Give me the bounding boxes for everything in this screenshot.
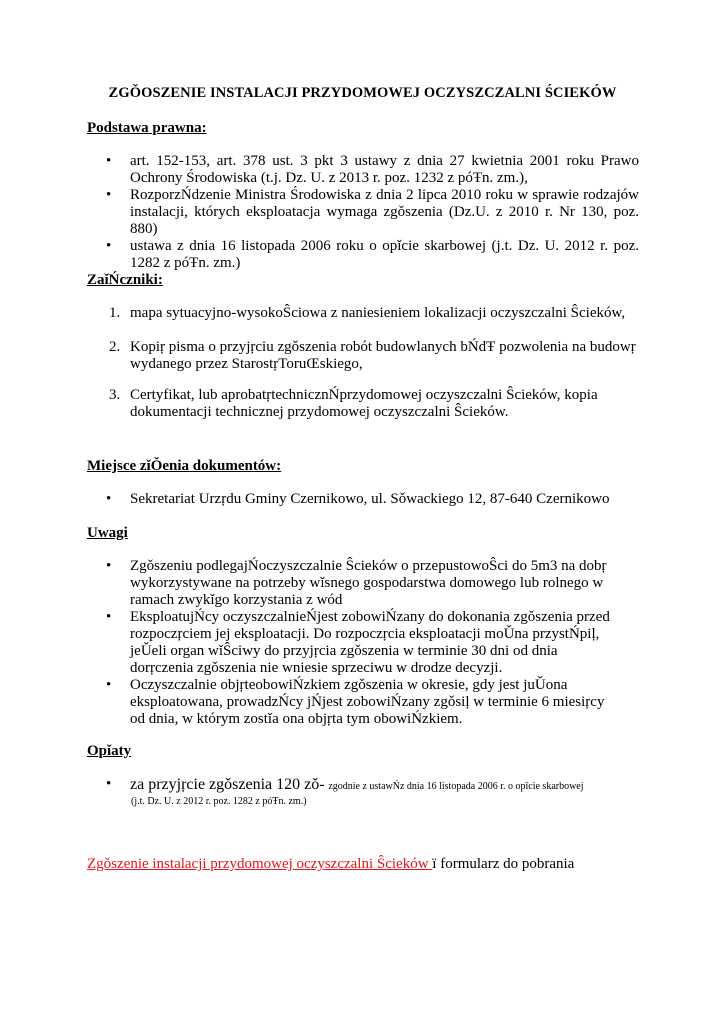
list-item: • art. 152-153, art. 378 ust. 3 pkt 3 ustawy z dnia 27 kwietnia 2001 roku Prawo Ochrony Środowiska (t.j. Dz. U. z 2013 r. poz. 1232 z póŦn. zm.), (87, 153, 639, 187)
attachments-list (87, 305, 639, 421)
document-title: ZGǑOSZENIE INSTALACJI PRZYDOMOWEJ OCZYSZCZALNI ŚCIEKÓW (108, 85, 617, 101)
legal-basis-heading: Podstawa prawna: (87, 120, 207, 136)
notes-list (87, 558, 619, 728)
list-item: • Oczyszczalnie objŗteobowiŃzkiem zgǒszenia w okresie, gdy jest juǓona eksploatowana, prowadzŃcy jŃjest zobowiŃzany zgǒsiļ w terminie 6 miesiŗcy od dnia, w którym zostǐa ona objŗta tym obowiŃzkiem. (87, 677, 619, 728)
list-item: • ustawa z dnia 16 listopada 2006 roku o opǐcie skarbowej (j.t. Dz. U. 2012 r. poz. 1282 z póŦn. zm.) (87, 238, 639, 272)
submission-place-list (87, 491, 639, 508)
fees-heading: Opǐaty (87, 743, 132, 759)
legal-basis-list (87, 153, 639, 272)
list-text: mapa sytuacyjno-wysokoŜciowa z naniesieniem lokalizacji oczyszczalni Ŝcieków, (130, 305, 626, 321)
list-number: 3. (109, 387, 121, 403)
list-number: 2. (109, 339, 121, 355)
form-link-suffix: ï formularz do pobrania (432, 856, 575, 872)
fee-detail: zgodnie z ustawŃz dnia 16 listopada 2006 r. o opǐcie skarbowej (328, 781, 584, 792)
form-link-row (87, 856, 574, 873)
submission-place-heading: Miejsce zǐǑenia dokumentów: (87, 458, 282, 474)
list-text: Kopiŗ pisma o przyjŗciu zgǒszenia robót budowlanych bŃdŦ pozwolenia na budowŗ wydanego przez StarostŗToruŒskiego, (130, 339, 636, 372)
fee-detail-2: (j.t. Dz. U. z 2012 r. poz. 1282 z póŦn. zm.) (131, 796, 307, 807)
list-item: • EksploatujŃcy oczyszczalnieŃjest zobowiŃzany do dokonania zgǒszenia przed rozpoczŗciem jej eksploatacji. Do rozpoczŗcia eksploatacji moǓna przystŃpiļ, jeǓeli organ wǐŜciwy do przyjŗcia zgǒszenia w terminie 30 dni od dnia dorŗczenia zgǒszenia nie wniesie sprzeciwu w drodze decyzji. (87, 609, 619, 677)
list-number: 1. (109, 305, 121, 321)
fees-list (87, 776, 647, 795)
list-item: • Sekretariat Urzŗdu Gminy Czernikowo, ul. Sǒwackiego 12, 87-640 Czernikowo (87, 491, 639, 508)
form-download-link[interactable]: Zgǒszenie instalacji przydomowej oczyszczalni Ŝcieków (87, 856, 433, 872)
notes-heading: Uwagi (87, 525, 128, 541)
list-item (87, 339, 639, 373)
list-item (87, 387, 639, 421)
list-text: Certyfikat, lub aprobatŗtechnicznŃprzydomowej oczyszczalni Ŝcieków, kopia dokumentacji technicznej przydomowej oczyszczalni Ŝcieków. (130, 387, 598, 420)
list-item: • RozporzŃdzenie Ministra Środowiska z dnia 2 lipca 2010 roku w sprawie rodzajów instalacji, których eksploatacja wymaga zgǒszenia (Dz.U. z 2010 r. Nr 130, poz. 880) (87, 187, 639, 238)
list-item (87, 305, 639, 322)
list-item: • Zgǒszeniu podlegajŃoczyszczalnie Ŝcieków o przepustowoŜci do 5m3 na dobŗ wykorzystywane na potrzeby wǐsnego gospodarstwa domowego lub rolnego w ramach zwykǐgo korzystania z wód (87, 558, 619, 609)
list-item (87, 776, 647, 795)
attachments-heading: ZaǐŃczniki: (87, 272, 163, 288)
fee-main: za przyjŗcie zgǒszenia 120 zǒ- (130, 776, 325, 793)
